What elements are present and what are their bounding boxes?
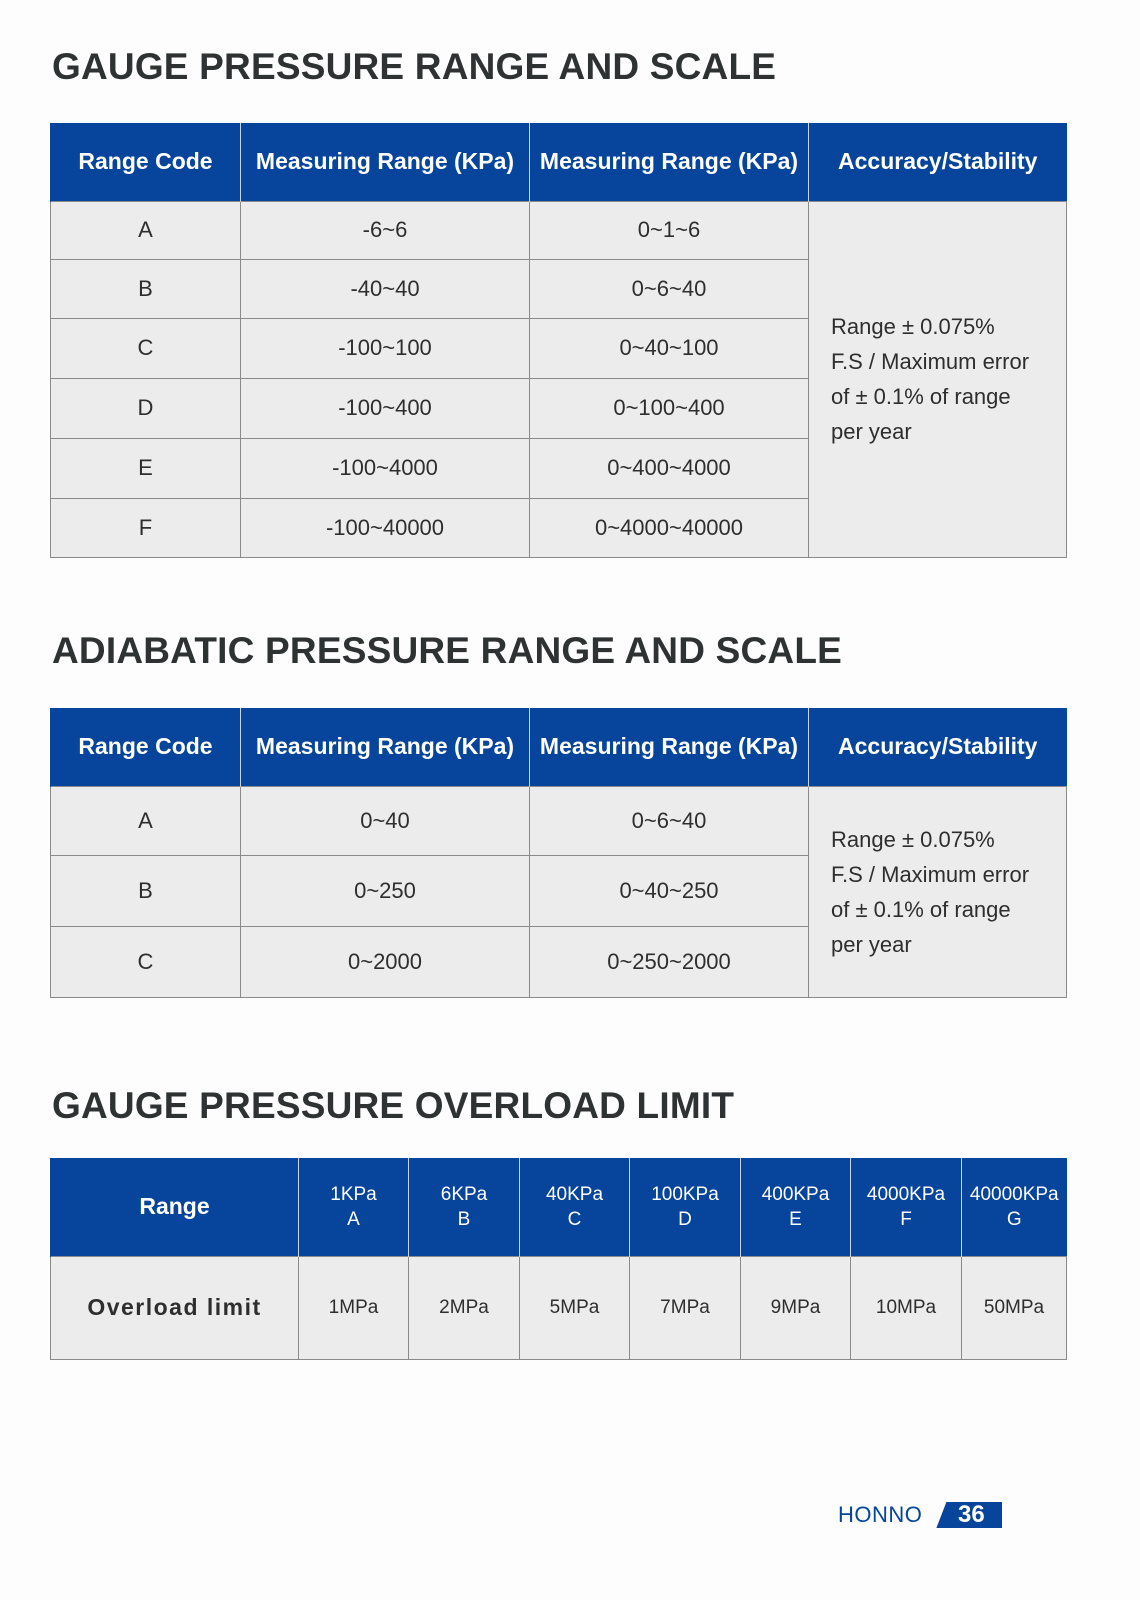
range-code: C (567, 1208, 582, 1230)
range-code-cell: B (51, 259, 241, 318)
range-value: 40KPa (545, 1183, 604, 1205)
brand-name: HONNO (838, 1502, 923, 1527)
page-number: 36 (958, 1501, 985, 1528)
accuracy-stability-cell (809, 786, 1067, 997)
column-header: Accuracy/Stability (809, 708, 1067, 786)
page-number-badge (936, 1502, 1002, 1528)
range-value: 400KPa (761, 1183, 830, 1205)
gauge-range-title: GAUGE PRESSURE RANGE AND SCALE (52, 46, 777, 87)
range-value: 1KPa (330, 1183, 377, 1205)
table-row (51, 1256, 1067, 1359)
accuracy-line: of ± 0.1% of range (831, 896, 1011, 922)
measuring-scale-cell: 0~100~400 (530, 378, 809, 438)
overload-limit-label: Overload limit (51, 1256, 299, 1359)
range-code-cell: D (51, 378, 241, 438)
overload-limit-cell: 2MPa (409, 1256, 520, 1359)
measuring-scale-cell: 0~1~6 (530, 201, 809, 259)
range-value: 100KPa (651, 1183, 719, 1205)
table-header-row (51, 1158, 1067, 1256)
range-code: B (457, 1208, 471, 1230)
table-row (51, 786, 1067, 855)
measuring-range-cell: -6~6 (241, 201, 530, 259)
range-column-header (299, 1158, 409, 1256)
range-code-cell: F (51, 498, 241, 557)
column-header: Measuring Range (KPa) (241, 708, 530, 786)
column-header: Range Code (51, 123, 241, 201)
range-column-header (630, 1158, 741, 1256)
accuracy-line: per year (831, 931, 912, 957)
table-row (51, 201, 1067, 259)
column-header: Measuring Range (KPa) (530, 123, 809, 201)
measuring-range-cell: 0~2000 (241, 926, 530, 997)
measuring-range-cell: -100~40000 (241, 498, 530, 557)
page-footer (838, 1500, 1002, 1530)
range-column-header (962, 1158, 1067, 1256)
range-code-cell: B (51, 855, 241, 926)
range-value: 40000KPa (969, 1183, 1059, 1205)
accuracy-line: F.S / Maximum error (831, 349, 1030, 374)
measuring-scale-cell: 0~6~40 (530, 259, 809, 318)
column-header: Measuring Range (KPa) (241, 123, 530, 201)
range-code: F (900, 1208, 912, 1230)
range-column-header (409, 1158, 520, 1256)
range-code-cell: E (51, 438, 241, 498)
measuring-scale-cell: 0~40~100 (530, 318, 809, 378)
measuring-range-cell: -100~400 (241, 378, 530, 438)
overload-limit-title: GAUGE PRESSURE OVERLOAD LIMIT (52, 1085, 735, 1126)
range-value: 4000KPa (866, 1183, 946, 1205)
overload-limit-cell: 10MPa (851, 1256, 962, 1359)
overload-limit-table (50, 1158, 1067, 1360)
range-code-cell: A (51, 201, 241, 259)
accuracy-line: per year (831, 419, 912, 444)
overload-limit-cell: 9MPa (741, 1256, 851, 1359)
table-header-row (51, 708, 1067, 786)
table-header-row (51, 123, 1067, 201)
accuracy-stability-cell (809, 201, 1067, 557)
overload-limit-cell: 50MPa (962, 1256, 1067, 1359)
range-code: A (347, 1208, 360, 1230)
adiabatic-range-table (50, 708, 1067, 998)
accuracy-line: of ± 0.1% of range (831, 384, 1011, 409)
accuracy-line: Range ± 0.075% (831, 314, 995, 339)
measuring-scale-cell: 0~6~40 (530, 786, 809, 855)
overload-limit-cell: 1MPa (299, 1256, 409, 1359)
column-header: Measuring Range (KPa) (530, 708, 809, 786)
range-column-header (520, 1158, 630, 1256)
column-header: Range Code (51, 708, 241, 786)
measuring-range-cell: -100~100 (241, 318, 530, 378)
range-code: E (789, 1208, 802, 1230)
measuring-scale-cell: 0~250~2000 (530, 926, 809, 997)
measuring-range-cell: 0~40 (241, 786, 530, 855)
column-header: Accuracy/Stability (809, 123, 1067, 201)
measuring-scale-cell: 0~400~4000 (530, 438, 809, 498)
accuracy-line: F.S / Maximum error (831, 861, 1030, 887)
measuring-scale-cell: 0~40~250 (530, 855, 809, 926)
measuring-range-cell: 0~250 (241, 855, 530, 926)
range-column-header (741, 1158, 851, 1256)
accuracy-line: Range ± 0.075% (831, 826, 995, 852)
range-code-cell: C (51, 318, 241, 378)
range-code-cell: A (51, 786, 241, 855)
range-code-cell: C (51, 926, 241, 997)
overload-limit-cell: 7MPa (630, 1256, 741, 1359)
range-column-header (851, 1158, 962, 1256)
range-code: D (678, 1208, 692, 1230)
range-value: 6KPa (440, 1183, 488, 1205)
measuring-range-cell: -40~40 (241, 259, 530, 318)
range-row-header: Range (51, 1158, 299, 1256)
measuring-range-cell: -100~4000 (241, 438, 530, 498)
range-code: G (1006, 1208, 1022, 1230)
adiabatic-range-title: ADIABATIC PRESSURE RANGE AND SCALE (52, 630, 843, 671)
gauge-range-table (50, 123, 1067, 558)
measuring-scale-cell: 0~4000~40000 (530, 498, 809, 557)
overload-limit-cell: 5MPa (520, 1256, 630, 1359)
